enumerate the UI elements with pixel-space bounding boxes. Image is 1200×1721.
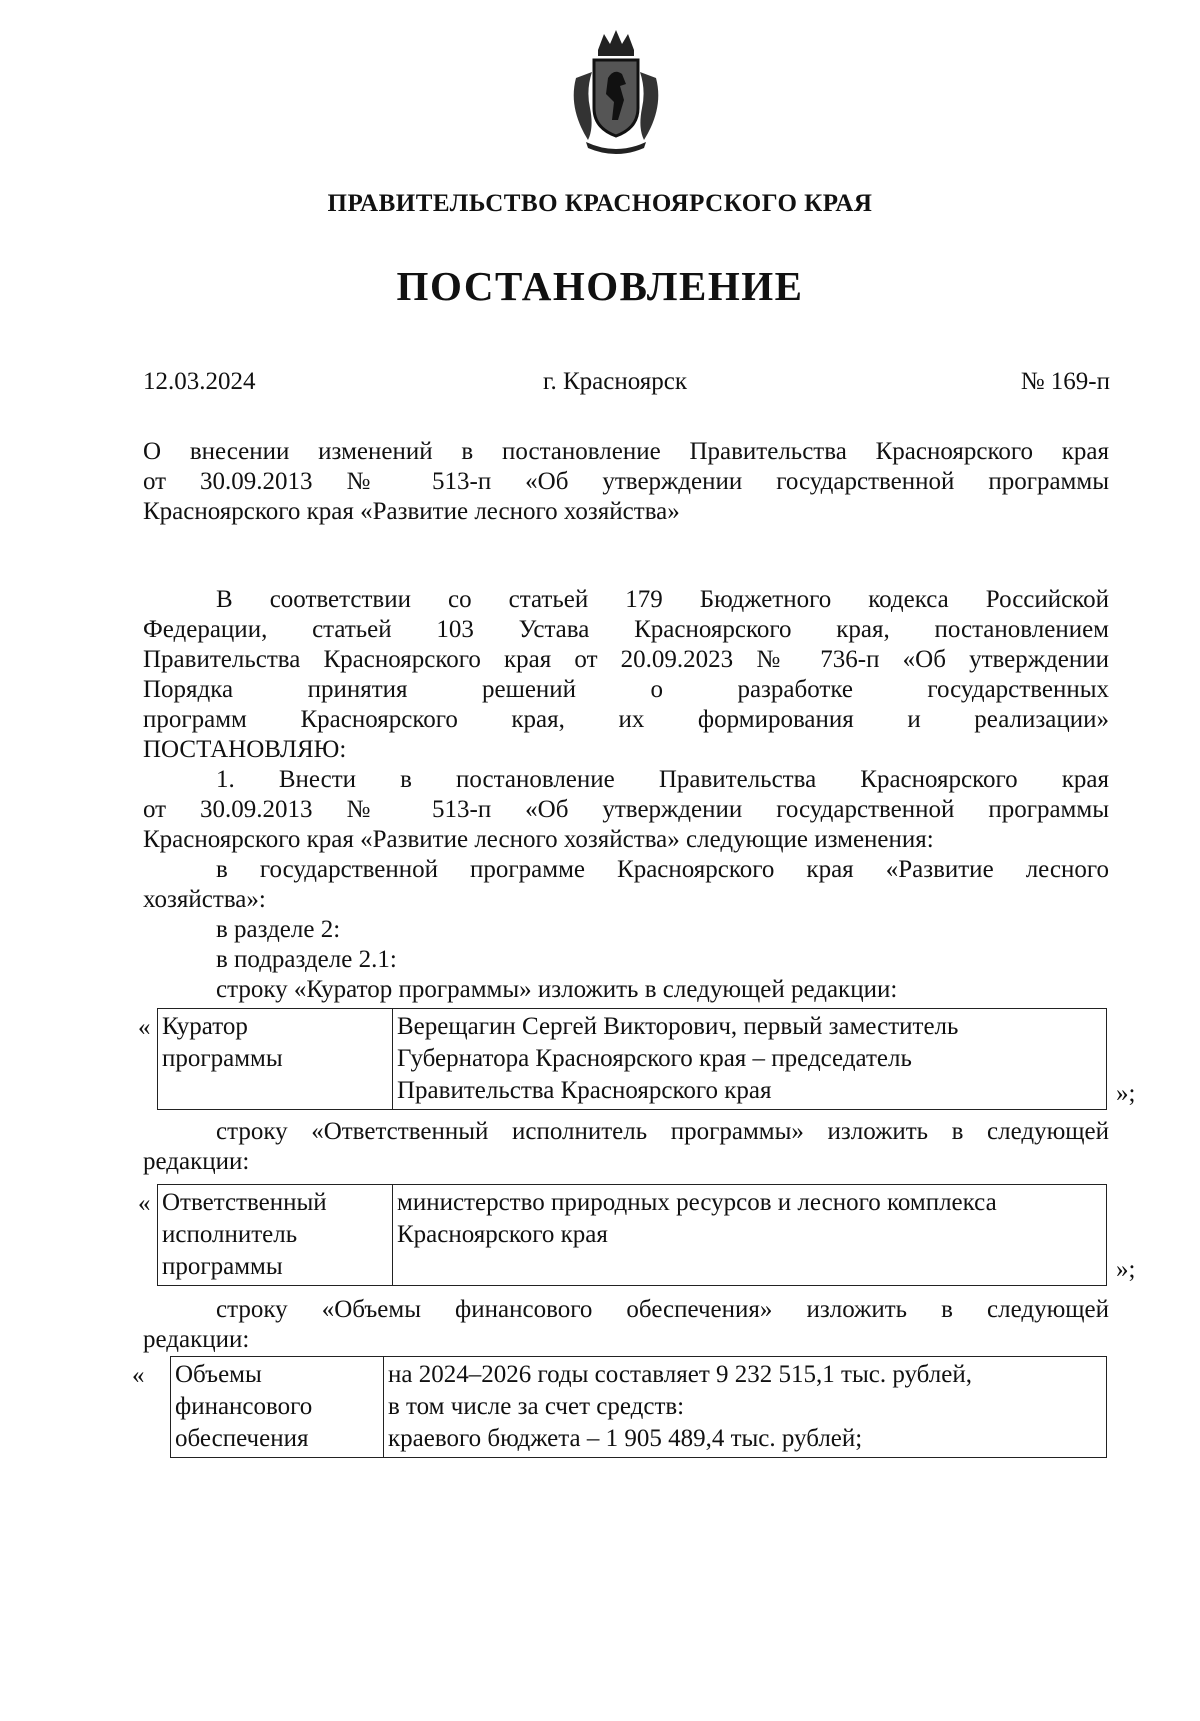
row3-intro-line: строку «Объемы финансового обеспечения» изложить в следующей <box>216 1296 1109 1323</box>
subject-line: от 30.09.2013 № 513-п «Об утверждении государственной программы <box>143 468 1109 495</box>
row2-intro-line: строку «Ответственный исполнитель программы» изложить в следующей <box>216 1118 1109 1145</box>
preamble-line: ПОСТАНОВЛЯЮ: <box>143 736 347 763</box>
preamble-line: В соответствии со статьей 179 Бюджетного кодекса Российской <box>216 586 1109 613</box>
table-cell-label: Ответственный исполнитель программы <box>158 1185 393 1286</box>
open-quote: « <box>138 1190 151 1217</box>
subsection-line: в подразделе 2.1: <box>216 946 397 973</box>
curator-table <box>157 1008 1107 1110</box>
subject-line: Красноярского края «Развитие лесного хозяйства» <box>143 498 680 525</box>
row3-intro-line: редакции: <box>143 1326 250 1353</box>
responsible-table <box>157 1184 1107 1286</box>
row2-intro-line: редакции: <box>143 1148 250 1175</box>
coat-of-arms-emblem <box>568 28 664 156</box>
program-line: хозяйства»: <box>143 886 266 913</box>
row1-intro: строку «Куратор программы» изложить в следующей редакции: <box>216 976 898 1003</box>
document-city: г. Красноярск <box>543 368 687 395</box>
preamble-line: Федерации, статьей 103 Устава Красноярского края, постановлением <box>143 616 1109 643</box>
table-cell-value: Верещагин Сергей Викторович, первый заместитель Губернатора Красноярского края – председатель Правительства Красноярского края <box>393 1009 1107 1110</box>
section-line: в разделе 2: <box>216 916 341 943</box>
open-quote: « <box>132 1362 145 1389</box>
preamble-line: Правительства Красноярского края от 20.09.2023 № 736-п «Об утверждении <box>143 646 1109 673</box>
preamble-line: программ Красноярского края, их формирования и реализации» <box>143 706 1109 733</box>
table-row <box>158 1185 1107 1286</box>
table-cell-value: на 2024–2026 годы составляет 9 232 515,1 тыс. рублей, в том числе за счет средств: краевого бюджета – 1 905 489,4 тыс. рублей; <box>384 1357 1107 1458</box>
item1-line: Красноярского края «Развитие лесного хозяйства» следующие изменения: <box>143 826 934 853</box>
document-type: ПОСТАНОВЛЕНИЕ <box>396 263 804 309</box>
close-quote: »; <box>1116 1080 1136 1107</box>
table-row <box>158 1009 1107 1110</box>
table-cell-label: Куратор программы <box>158 1009 393 1110</box>
subject-line: О внесении изменений в постановление Правительства Красноярского края <box>143 438 1109 465</box>
program-line: в государственной программе Красноярского края «Развитие лесного <box>216 856 1109 883</box>
table-row <box>171 1357 1107 1458</box>
document-number: № 169-п <box>1020 368 1110 395</box>
open-quote: « <box>138 1014 151 1041</box>
table-cell-label: Объемы финансового обеспечения <box>171 1357 384 1458</box>
item1-line: 1. Внести в постановление Правительства Красноярского края <box>216 766 1109 793</box>
table-cell-value: министерство природных ресурсов и лесного комплекса Красноярского края <box>393 1185 1107 1286</box>
document-date: 12.03.2024 <box>143 368 256 395</box>
item1-line: от 30.09.2013 № 513-п «Об утверждении государственной программы <box>143 796 1109 823</box>
preamble-line: Порядка принятия решений о разработке государственных <box>143 676 1109 703</box>
financing-table <box>170 1356 1107 1458</box>
organization-name: ПРАВИТЕЛЬСТВО КРАСНОЯРСКОГО КРАЯ <box>327 190 873 217</box>
close-quote: »; <box>1116 1256 1136 1283</box>
